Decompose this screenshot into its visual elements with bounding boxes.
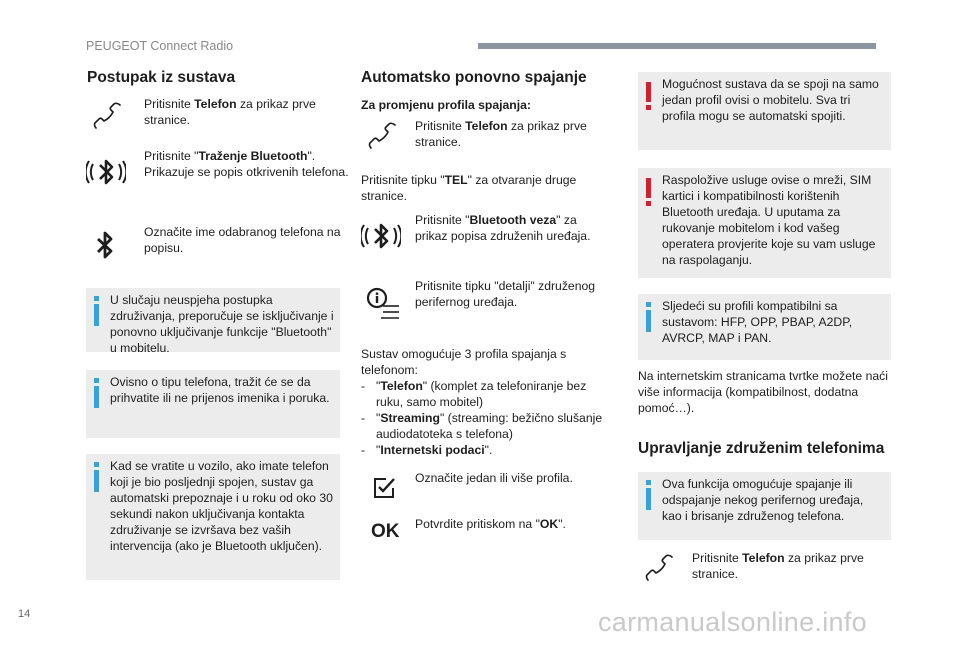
- press-tel-instruction: Pritisnite tipku "TEL" za otvaranje druge stranice.: [361, 173, 577, 203]
- info-icon: [646, 480, 652, 510]
- phone-handset-icon: [638, 550, 678, 590]
- ok-icon: OK: [371, 521, 400, 542]
- warning-note-single-profile: Mogućnost sustava da se spoji na samo jedan profil ovisi o mobitelu. Sva tri profila mogu se automatski spojiti.: [638, 72, 891, 150]
- details-icon: [361, 282, 401, 322]
- info-note-auto-reconnect: Kad se vratite u vozilo, ako imate telefon koji je bio posljednji spojen, sustav ga automatski prepoznaje i u roku od oko 30 sekundi nakon uključivanja kontakta združivanje se izvršava bez vaših intervencija (ako je Bluetooth uključen).: [86, 454, 340, 580]
- running-header: PEUGEOT Connect Radio: [86, 39, 234, 53]
- section-title-system-procedure: Postupak iz sustava: [87, 69, 236, 86]
- profile-change-subtitle: Za promjenu profila spajanja:: [361, 98, 531, 112]
- page-number: 14: [18, 608, 31, 620]
- profile-item-internet: - "Internetski podaci".: [361, 443, 493, 457]
- section-title-manage-paired: Upravljanje združenim telefonima: [638, 440, 885, 457]
- warning-note-services: Raspoložive usluge ovise o mreži, SIM kartici i kompatibilnosti korištenih Bluetooth uređaja. U uputama za rukovanje mobitelom i kod vašeg operatera provjerite koje su vam usluge na raspolaganju.: [638, 168, 891, 278]
- profiles-intro: Sustav omogućuje 3 profila spajanja s telefonom:: [361, 347, 567, 377]
- header-rule: [478, 43, 876, 49]
- profile-list: [361, 378, 611, 458]
- bluetooth-search-icon: [86, 152, 126, 192]
- bluetooth-search-icon: [361, 216, 401, 256]
- info-note-pairing-failure: U slučaju neuspjeha postupka združivanja, preporučuje se isključivanje i ponovno uključivanje funkcije "Bluetooth" u mobitelu.: [86, 288, 340, 352]
- warning-icon: [646, 82, 652, 112]
- website-info-paragraph: Na internetskim stranicama tvrtke možete naći više informacija (kompatibilnost, dodatna pomoć…).: [638, 369, 888, 415]
- watermark: carmanualsonline.info: [598, 607, 867, 637]
- info-note-phonebook-transfer: Ovisno o tipu telefona, tražit će se da prihvatite ili ne prijenos imenika i poruka.: [86, 370, 340, 438]
- profile-item-streaming: - "Streaming" (streaming: bežično slušanje audiodatoteka s telefona): [361, 411, 603, 441]
- checkbox-icon: [361, 470, 401, 510]
- phone-handset-icon: [361, 118, 401, 158]
- phone-handset-icon: [86, 98, 126, 138]
- info-icon: [94, 462, 100, 492]
- section-title-auto-reconnect: Automatsko ponovno spajanje: [361, 69, 587, 86]
- info-icon: [94, 378, 100, 408]
- bluetooth-icon: [86, 226, 126, 266]
- profile-item-phone: - "Telefon" (komplet za telefoniranje bez ruku, samo mobitel): [361, 379, 587, 409]
- info-note-compatible-profiles: Sljedeći su profili kompatibilni sa sustavom: HFP, OPP, PBAP, A2DP, AVRCP, MAP i PAN.: [638, 294, 891, 360]
- info-icon: [94, 296, 100, 326]
- info-icon: [646, 302, 652, 332]
- warning-icon: [646, 178, 652, 208]
- info-note-manage-function: Ova funkcija omogućuje spajanje ili odspajanje nekog perifernog uređaja, kao i brisanje združenog telefona.: [638, 472, 891, 540]
